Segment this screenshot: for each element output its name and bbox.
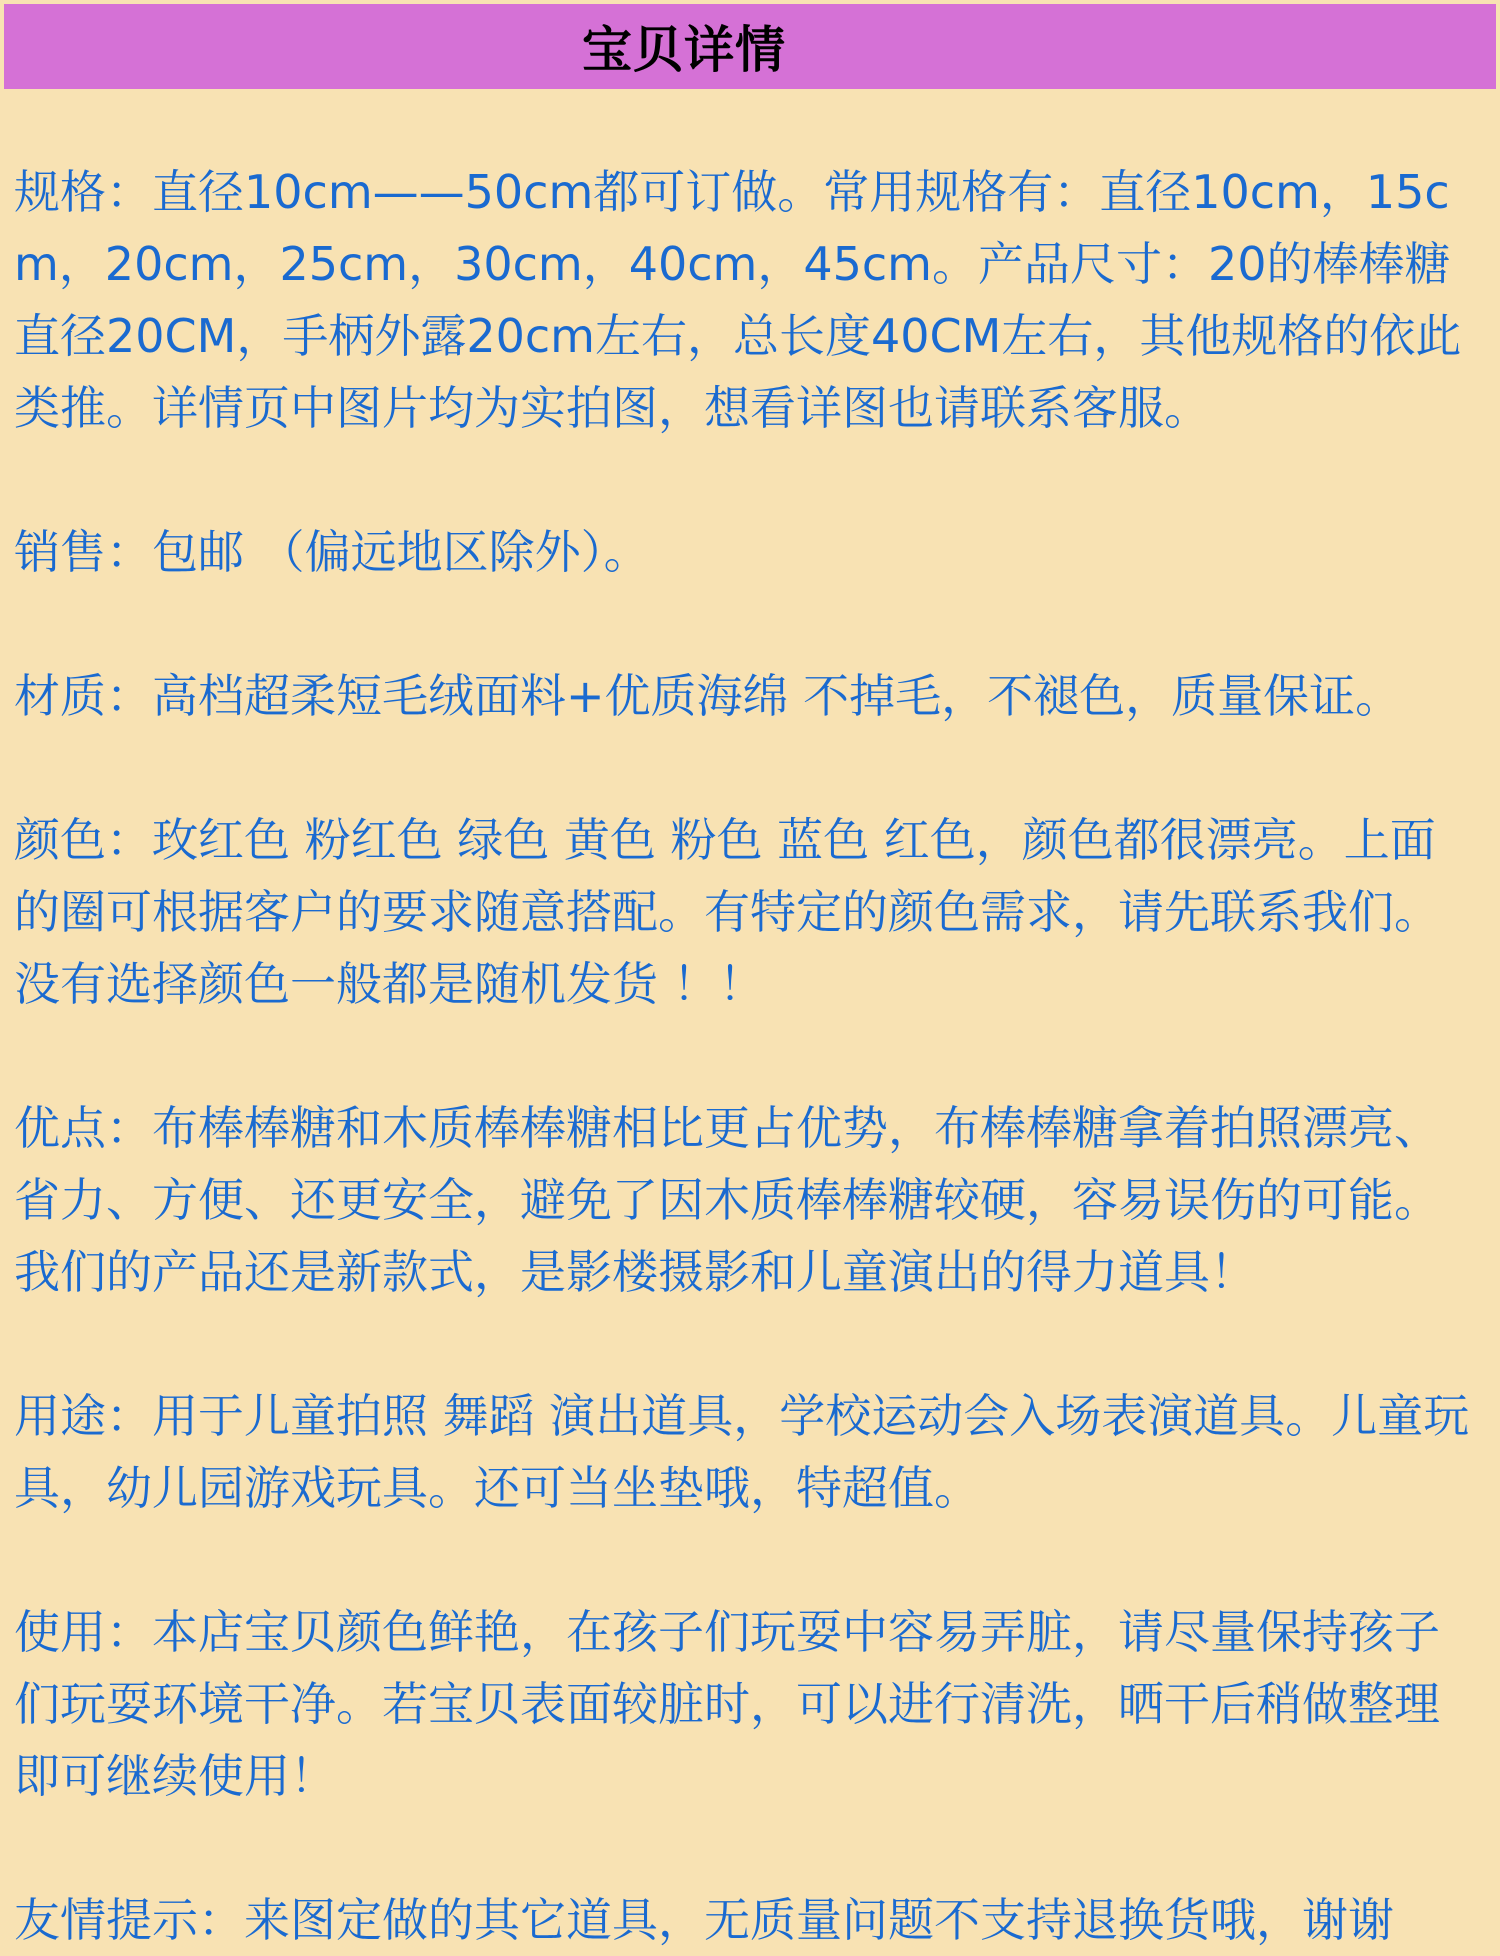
- advantages-paragraph: 优点：布棒棒糖和木质棒棒糖相比更占优势，布棒棒糖拿着拍照漂亮、省力、方便、还更安全，避免了因木质棒棒糖较硬，容易误伤的可能。我们的产品还是新款式，是影楼摄影和儿童演出的得力道具！: [14, 1101, 1440, 1299]
- spec-paragraph: 规格：直径10cm——50cm都可订做。常用规格有：直径10cm，15cm，20cm，25cm，30cm，40cm，45cm。产品尺寸：20的棒棒糖直径20CM，手柄外露20cm左右，总长度40CM左右，其他规格的依此类推。详情页中图片均为实拍图，想看详图也请联系客服。: [14, 165, 1462, 435]
- page-title: 宝贝详情: [582, 21, 786, 79]
- color-paragraph: 颜色：玫红色 粉红色 绿色 黄色 粉色 蓝色 红色，颜色都很漂亮。上面的圈可根据客户的要求随意搭配。有特定的颜色需求，请先联系我们。没有选择颜色一般都是随机发货 ！！: [14, 813, 1440, 1011]
- notice-paragraph: 友情提示：来图定做的其它道具，无质量问题不支持退换货哦，谢谢: [14, 1893, 1394, 1947]
- care-paragraph: 使用：本店宝贝颜色鲜艳，在孩子们玩耍中容易弄脏，请尽量保持孩子们玩耍环境干净。若宝贝表面较脏时，可以进行清洗，晒干后稍做整理即可继续使用！: [14, 1605, 1440, 1803]
- usage-paragraph: 用途：用于儿童拍照 舞蹈 演出道具，学校运动会入场表演道具。儿童玩具，幼儿园游戏玩具。还可当坐垫哦，特超值。: [14, 1389, 1470, 1515]
- shipping-paragraph: 销售：包邮 （偏远地区除外）。: [14, 525, 650, 579]
- product-description: [14, 156, 1476, 1956]
- header-bar: [4, 4, 1496, 89]
- material-paragraph: 材质：高档超柔短毛绒面料+优质海绵 不掉毛，不褪色，质量保证。: [14, 669, 1402, 723]
